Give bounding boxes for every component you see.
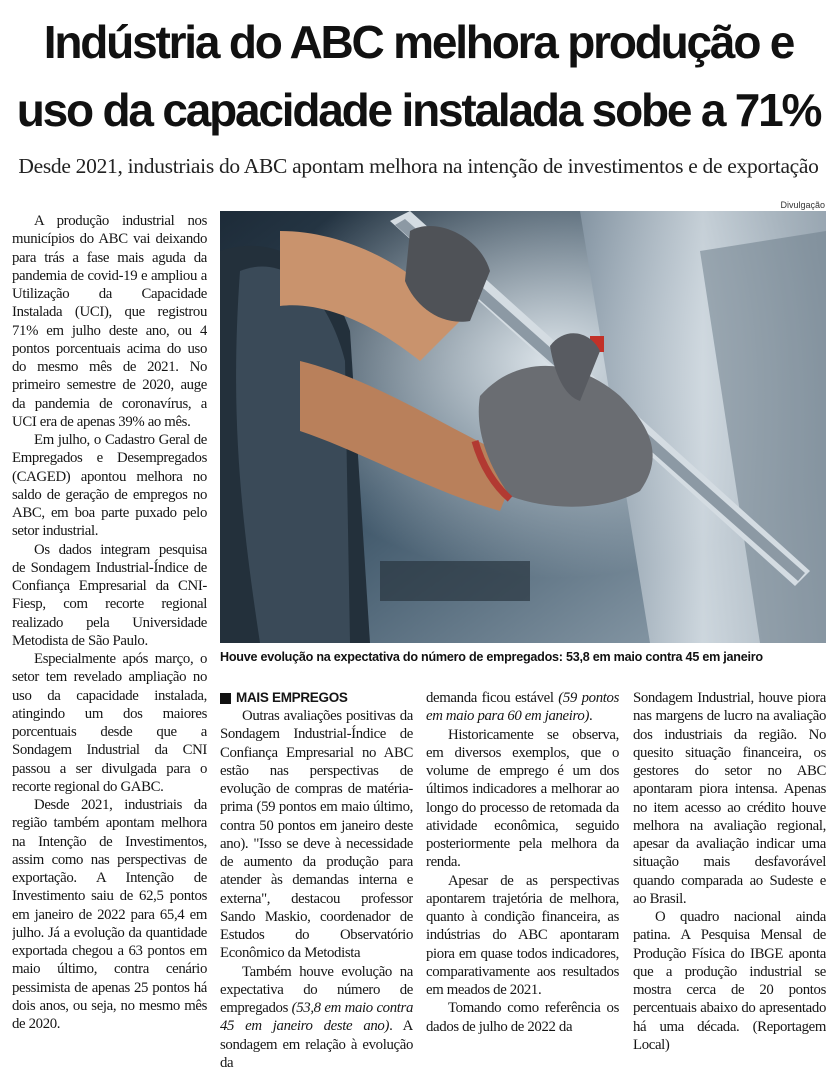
paragraph: Em julho, o Cadastro Geral de Empregados e Desempregados (CAGED) apontou melhora no saldo de geração de empregos no ABC, em boa parte puxado pelo setor industrial. (12, 432, 207, 540)
square-bullet-icon (220, 693, 231, 704)
paragraph-text: demanda ficou estável (426, 690, 559, 706)
paragraph: Historicamente se observa, em diversos exemplos, que o volume de emprego é um dos últimos indicadores a melhorar ao longo do processo de retomada da atividade econômica, seguido posteriormente pela melhora da renda. (426, 726, 619, 871)
paragraph: O quadro nacional ainda patina. A Pesquisa Mensal de Produção Física do IBGE aponta que a produção industrial se mostra cerca de 20 pontos percentuais abaixo do apresentado há uma década. (Reportagem Local) (633, 909, 826, 1053)
photo-illustration (220, 211, 826, 643)
section-subtitle-text: MAIS EMPREGOS (236, 690, 348, 705)
headline-line-1: Indústria do ABC melhora produção e (43, 16, 794, 68)
paragraph-text: . (589, 708, 593, 725)
factory-worker-photo (220, 211, 826, 643)
article-column-4 (633, 689, 826, 1069)
article-column-3 (426, 689, 619, 1069)
paragraph: Especialmente após março, o setor tem revelado ampliação no uso da capacidade instalada, atingindo um dos maiores porcentuais desde que a Sondagem Industrial da CNI passou a ser divulgada para o recorte regional do GABC. (12, 651, 207, 795)
paragraph-text: . A sondagem em relação à evolução da (220, 1018, 413, 1069)
article-column-1 (12, 212, 207, 1067)
paragraph: Apesar de as perspectivas apontarem trajetória de melhora, quanto à condição financeira, as indústrias do ABC apontaram piora em quase todos indicadores, comparativamente aos resultados em meados de 2021. (426, 872, 619, 998)
paragraph: Tomando como referência os dados de julho de 2022 da (426, 1000, 619, 1035)
photo-credit: Divulgação (780, 200, 825, 210)
paragraph (426, 689, 619, 726)
paragraph: Os dados integram pesquisa de Sondagem Industrial-Índice de Confiança Empresarial da CNI-Fiesp, com recorte regional realizado pela Universidade Metodista de São Paulo. (12, 541, 207, 649)
paragraph-italic: (59 pontos em maio para 60 em janeiro) (426, 690, 619, 725)
paragraph: Desde 2021, industriais da região também apontam melhora na Intenção de Investimentos, assim como nas perspectivas de exportação. A Intenção de Investimento saiu de 62,5 pontos em janeiro de 2022 para 65,4 em julho. Já a evolução da quantidade exportada chegou a 63 pontos em maio último, contra cenário pessimista de apenas 25 pontos há dois anos, ou seja, no mesmo mês de 2020. (12, 797, 207, 1032)
paragraph (220, 963, 413, 1070)
photo-caption: Houve evolução na expectativa do número de empregados: 53,8 em maio contra 45 em janeiro (220, 650, 763, 664)
paragraph: Sondagem Industrial, houve piora nas margens de lucro na avaliação dos industriais da região. No quesito situação financeira, os gestores do setor no ABC apontaram piora intensa. Apenas no item acesso ao crédito houve melhora na avaliação regional, apesar da avaliação indicar uma situação mais desfavorável quando comparada ao Sudeste e ao Brasil. (633, 690, 826, 907)
article-column-2 (220, 689, 413, 1069)
paragraph: Outras avaliações positivas da Sondagem Industrial-Índice de Confiança Empresarial no ABC estão nas perspectivas de evolução de compras de matéria-prima (59 pontos em maio último, contra 50 pontos em janeiro deste ano). "Isso se deve à necessidade de aumento da produção para atender às demandas interna e externa", destacou professor Sando Maskio, coordenador de Estudos do Observatório Econômico da Metodista (220, 708, 413, 962)
section-subtitle (220, 689, 413, 707)
paragraph: A produção industrial nos municípios do ABC vai deixando para trás a fase mais aguda da pandemia de covid-19 e ampliou a Utilização da Capacidade Instalada (UCI), que registrou 71% em julho deste ano, ou 4 pontos porcentuais acima do uso do mesmo mês de 2021. No primeiro semestre de 2020, auge da pandemia de coronavírus, a UCI era de apenas 39% ao mês. (12, 213, 207, 430)
subheadline: Desde 2021, industriais do ABC apontam melhora na intenção de investimentos e de exportação (18, 154, 819, 178)
headline-line-2: uso da capacidade instalada sobe a 71% (16, 84, 821, 136)
paragraph-text: Também houve evolução na expectativa do número de empregados (220, 963, 413, 1016)
paragraph-italic: (53,8 em maio contra 45 em janeiro deste ano) (220, 1000, 413, 1035)
